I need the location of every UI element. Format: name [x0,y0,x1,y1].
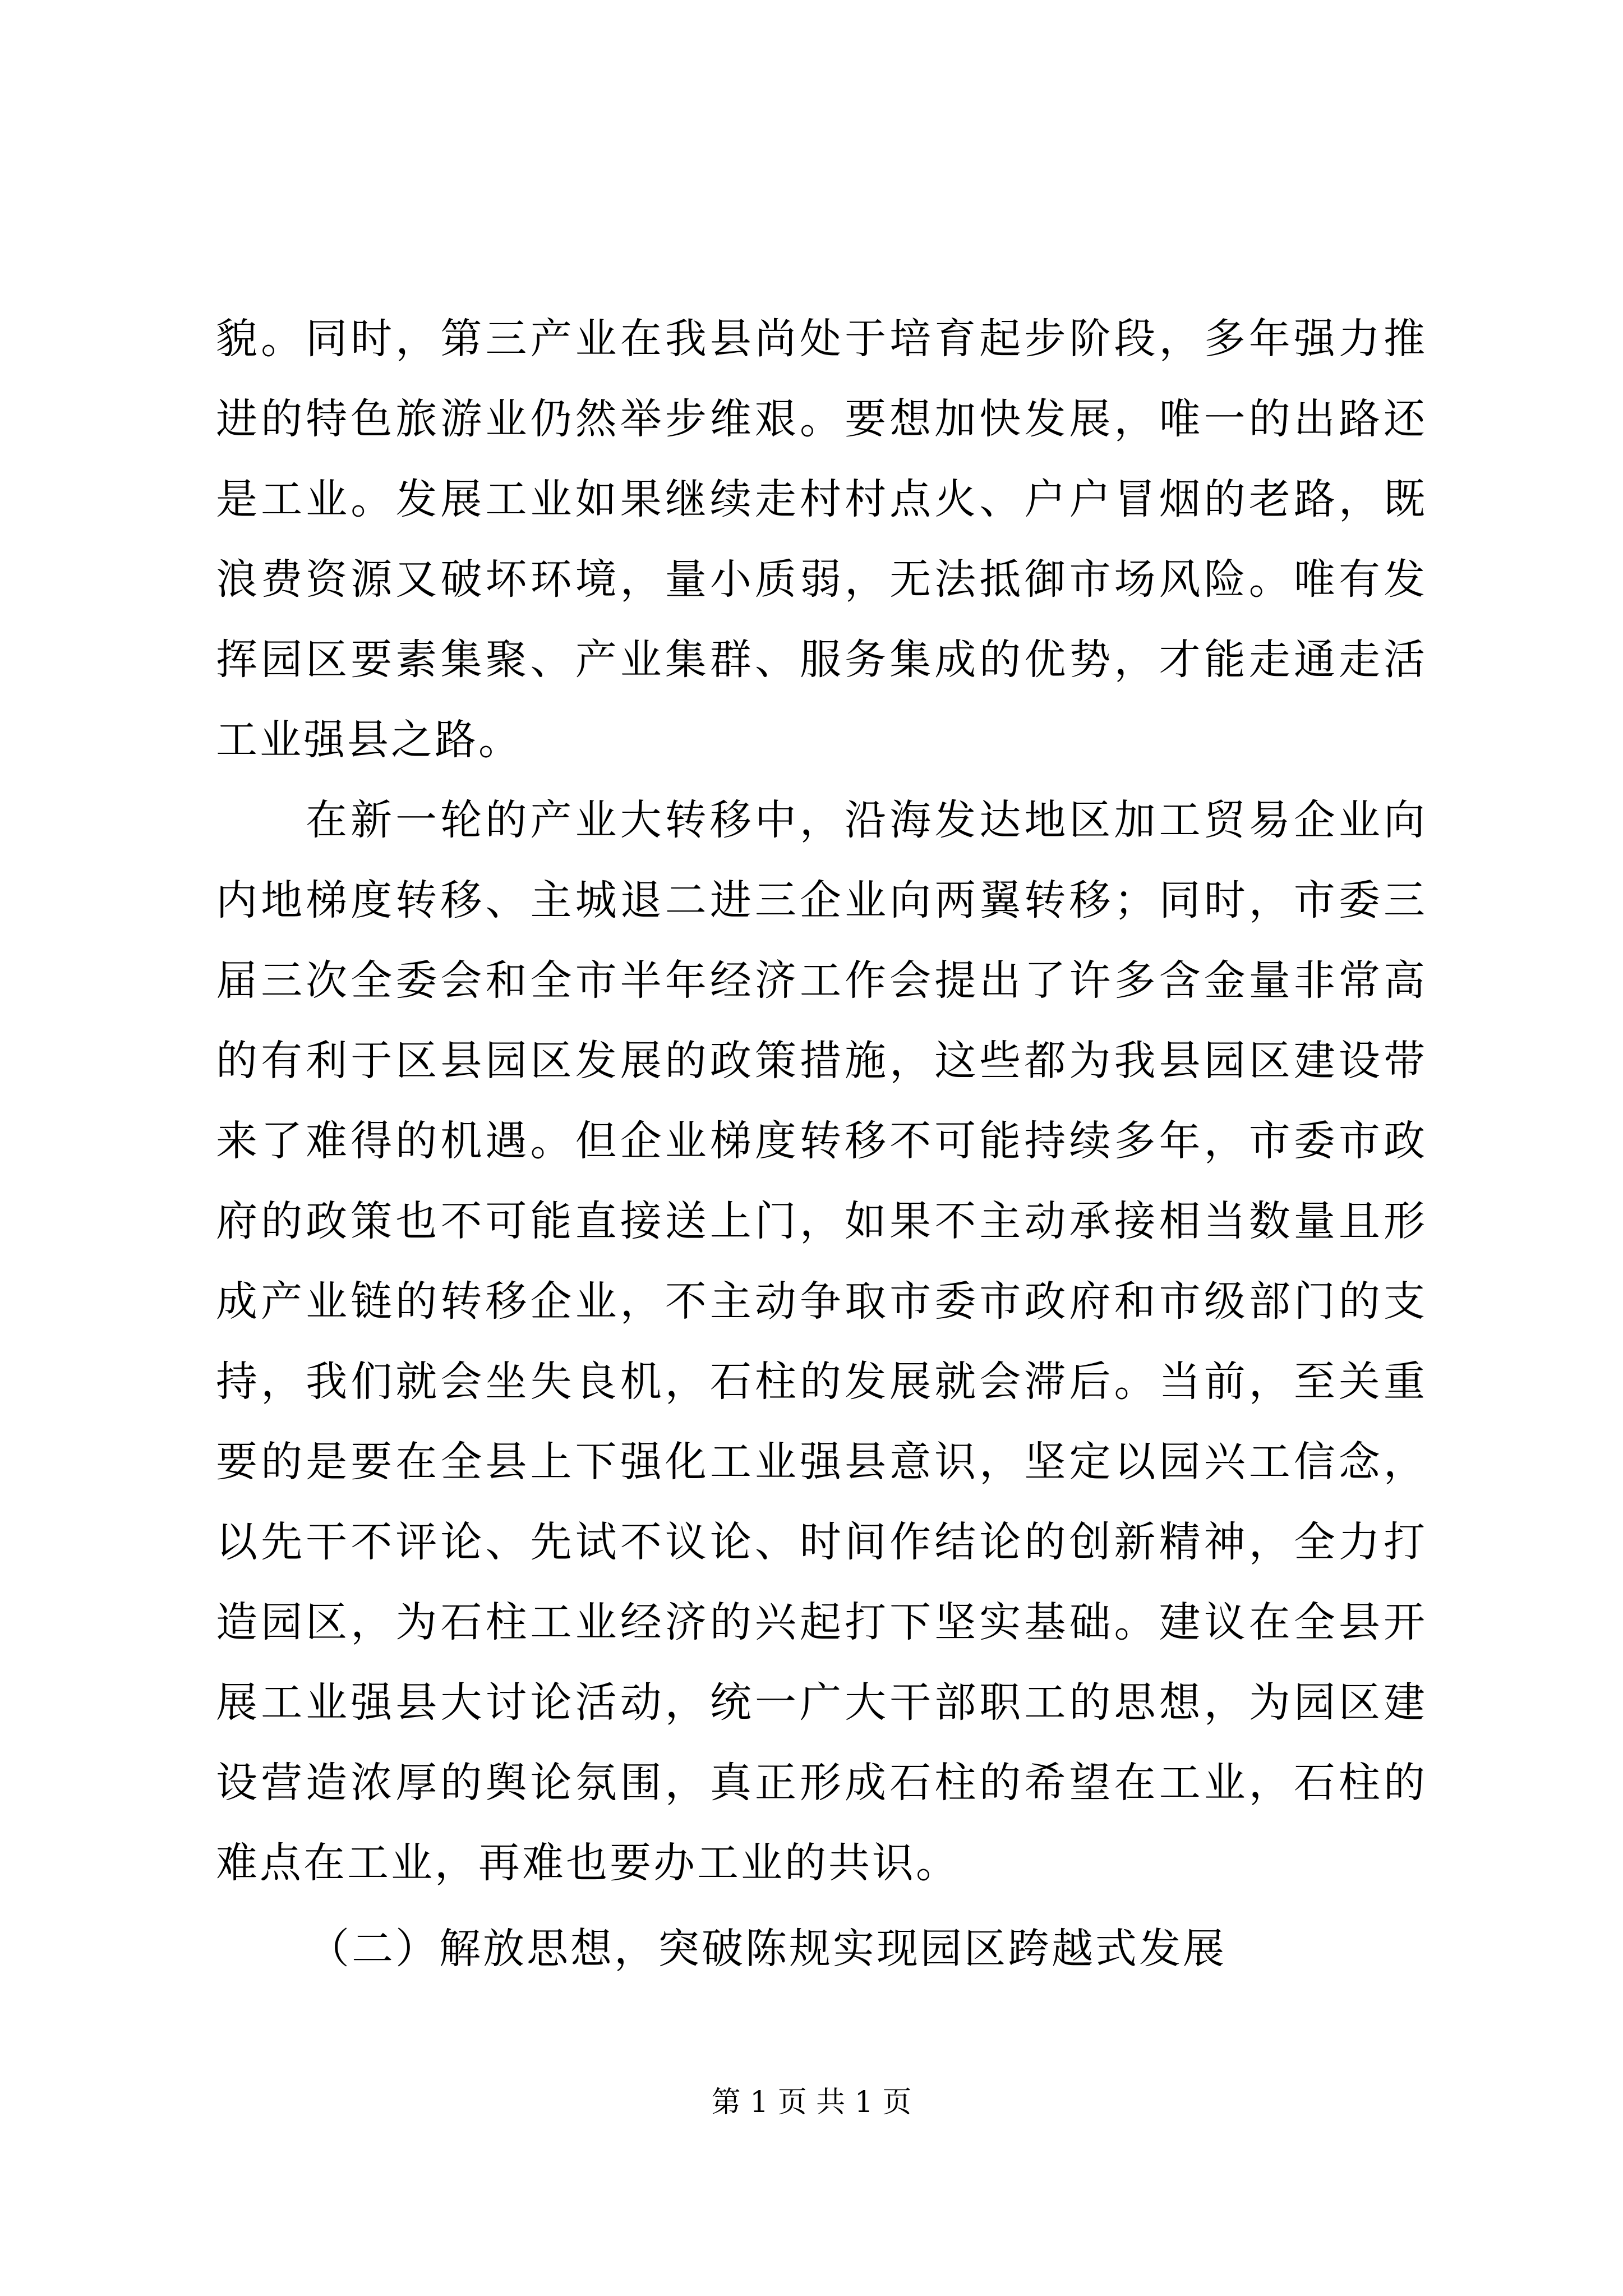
page-footer: 第 1 页 共 1 页 [711,2086,912,2119]
section-heading: （二）解放思想，突破陈规实现园区跨越式发展 [308,1925,1227,1973]
document-body [216,299,1427,1989]
paragraph-industry-transfer: 在新一轮的产业大转移中，沿海发达地区加工贸易企业向内地梯度转移、主城退二进三企业向两翼转移；同时，市委三届三次全委会和全市半年经济工作会提出了许多含金量非常高的有利于区县园区发展的政策措施，这些都为我县园区建设带来了难得的机遇。但企业梯度转移不可能持续多年，市委市政府的政策也不可能直接送上门，如果不主动承接相当数量且形成产业链的转移企业，不主动争取市委市政府和市级部门的支持，我们就会坐失良机，石柱的发展就会滞后。当前，至关重要的是要在全县上下强化工业强县意识，坚定以园兴工信念，以先干不评论、先试不议论、时间作结论的创新精神，全力打造园区，为石柱工业经济的兴起打下坚实基础。建议在全县开展工业强县大讨论活动，统一广大干部职工的思想，为园区建设营造浓厚的舆论氛围，真正形成石柱的希望在工业，石柱的难点在工业，再难也要办工业的共识。 [216,796,1427,1887]
paragraph-continuation: 貌。同时，第三产业在我县尚处于培育起步阶段，多年强力推进的特色旅游业仍然举步维艰。要想加快发展，唯一的出路还是工业。发展工业如果继续走村村点火、户户冒烟的老路，既浪费资源又破坏环境，量小质弱，无法抵御市场风险。唯有发挥园区要素集聚、产业集群、服务集成的优势，才能走通走活工业强县之路。 [216,315,1427,764]
